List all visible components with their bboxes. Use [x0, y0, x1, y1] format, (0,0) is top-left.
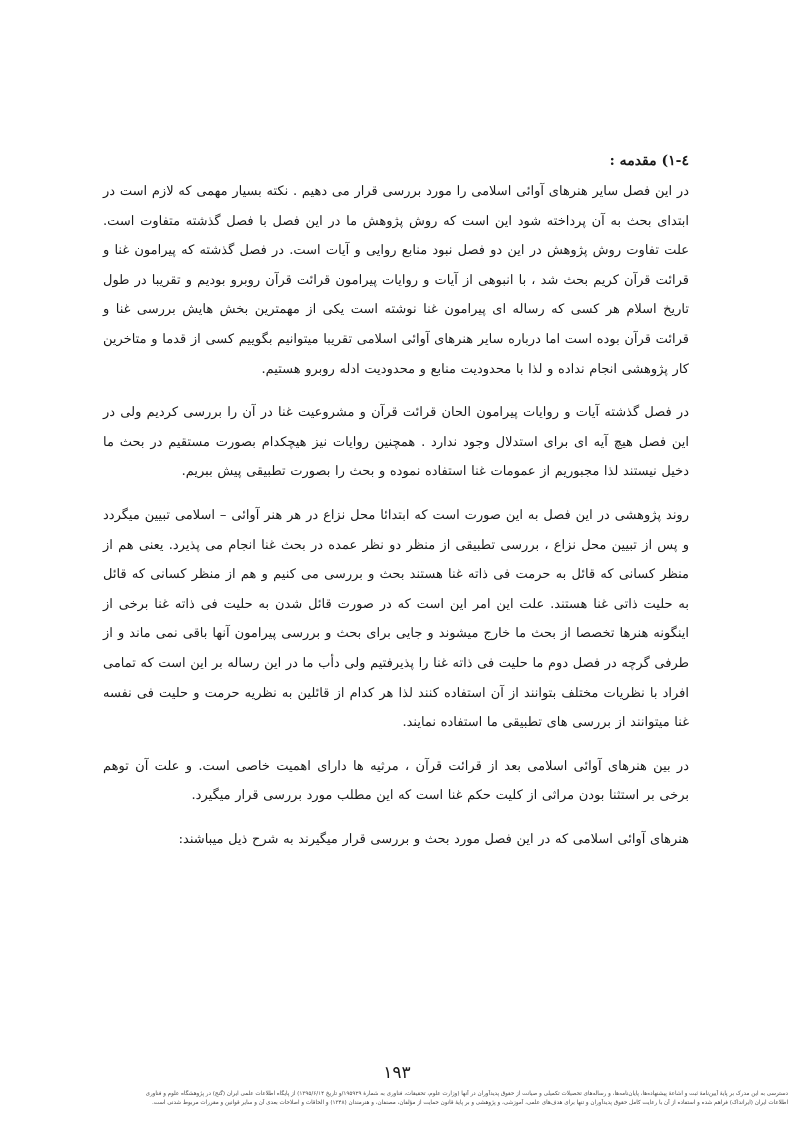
paragraph-4: در بین هنرهای آوائی اسلامی بعد از قرائت قرآن ، مرثیه ها دارای اهمیت خاصی است. و علت آن توهم برخی بر استثنا بودن مراثی از کلیت حکم غنا است که این مطلب مورد بررسی قرار میگیرد.: [103, 758, 689, 804]
paragraph-3: روند پژوهشی در این فصل به این صورت است که ابتدائا محل نزاع در هر هنر آوائی – اسلامی تبیین میگردد و پس از تبیین محل نزاع ، بررسی تطبیقی از منظر دو نظر عمده در بحث غنا انجام می پذیرد. یعنی هم از منظر کسانی که قائل به حرمت فی ذاته غنا هستند بحث و بررسی می کنیم و هم از منظر کسانی که قائل به حلیت ذاتی غنا هستند. علت این امر این است که در صورت قائل شدن به حلیت فی ذاته غنا برخی از اینگونه هنرها تخصصا از بحث ما خارج میشوند و جایی برای بحث و بررسی پیرامون آنها باقی نمی ماند و از طرفی گرچه در فصل دوم ما حلیت فی ذاته غنا را پذیرفتیم ولی دأب ما در این رساله بر این است که تمامی افراد با نظریات مختلف بتوانند از آن استفاده کنند لذا هر کدام از قائلین به نظریه حرمت و حلیت فی نفسه غنا میتوانند از بررسی های تطبیقی ما استفاده نمایند.: [102, 507, 689, 731]
paragraph-5: هنرهای آوائی اسلامی که در این فصل مورد بحث و بررسی قرار میگیرند به شرح ذیل میباشند:: [178, 831, 689, 847]
page-body: [103, 150, 689, 868]
section-heading: ٤-١) مقدمه :: [609, 153, 689, 169]
copyright-footer: [6, 1090, 788, 1108]
paragraph-1: در این فصل سایر هنرهای آوائی اسلامی را مورد بررسی قرار می دهیم . نکته بسیار مهمی که لازم است در ابتدای بحث به آن پرداخته شود این است که روش پژوهش ما در این فصل با فصل گذشته متفاوت است. علت تفاوت روش پژوهش در این دو فصل نبود منابع روایی و آیات است. در فصل گذشته که پیرامون غنا و قرائت قرآن کریم بحث شد ، با انبوهی از آیات و روایات پیرامون قرائت قرآن روبرو بودیم و تقریبا در طول تاریخ اسلام هر کسی که رساله ای پیرامون غنا نوشته است یکی از مهمترین بخش هایش بررسی غنا و قرائت قرآن بوده است اما درباره سایر هنرهای آوائی اسلامی تقریبا میتوانیم بگوییم کسی از قدما و متاخرین کار پژوهشی انجام نداده و لذا با محدودیت منابع و محدودیت ادله روبرو هستیم.: [103, 184, 689, 377]
footer-line-2: اطلاعات ایران (ایرانداک) فراهم شده و استفاده از آن با رعایت کامل حقوق پدیدآوران و تنها برای هدف‌های علمی، آموزشی، و پژوهشی و بر پایهٔ قانون حمایت از مؤلفان، مصنفان، و هنرمندان (۱۳۴۸) و الحاقات و اصلاحات بعدی آن و سایر قوانین و مقررات مربوط شدنی است.: [151, 1100, 788, 1106]
page-number: ١٩٣: [383, 1063, 411, 1083]
footer-line-1: دسترسی به این مدرک بر پایهٔ آیین‌نامهٔ ثبت و اشاعهٔ پیشنهاده‌ها، پایان‌نامه‌ها، و رساله‌های تحصیلات تکمیلی و صیانت از حقوق پدیدآوران در آنها (وزارت علوم، تحقیقات، فناوری به شمارهٔ ۱۹۵۹۲۹/و تاریخ ۱۳۹۵/۶/۱۴) از پایگاه اطلاعات علمی ایران (گنج) در پژوهشگاه علوم و فناوری: [145, 1091, 788, 1097]
paragraph-2: در فصل گذشته آیات و روایات پیرامون الحان قرائت قرآن و مشروعیت غنا در آن را بررسی کردیم ولی در این فصل هیچ آیه ای برای استدلال وجود ندارد . همچنین روایات نیز هیچکدام بصورت مستقیم در بحث ما دخیل نیستند لذا مجبوریم از عمومات غنا استفاده نموده و بحث را بصورت تطبیقی پیش ببریم.: [103, 405, 689, 480]
